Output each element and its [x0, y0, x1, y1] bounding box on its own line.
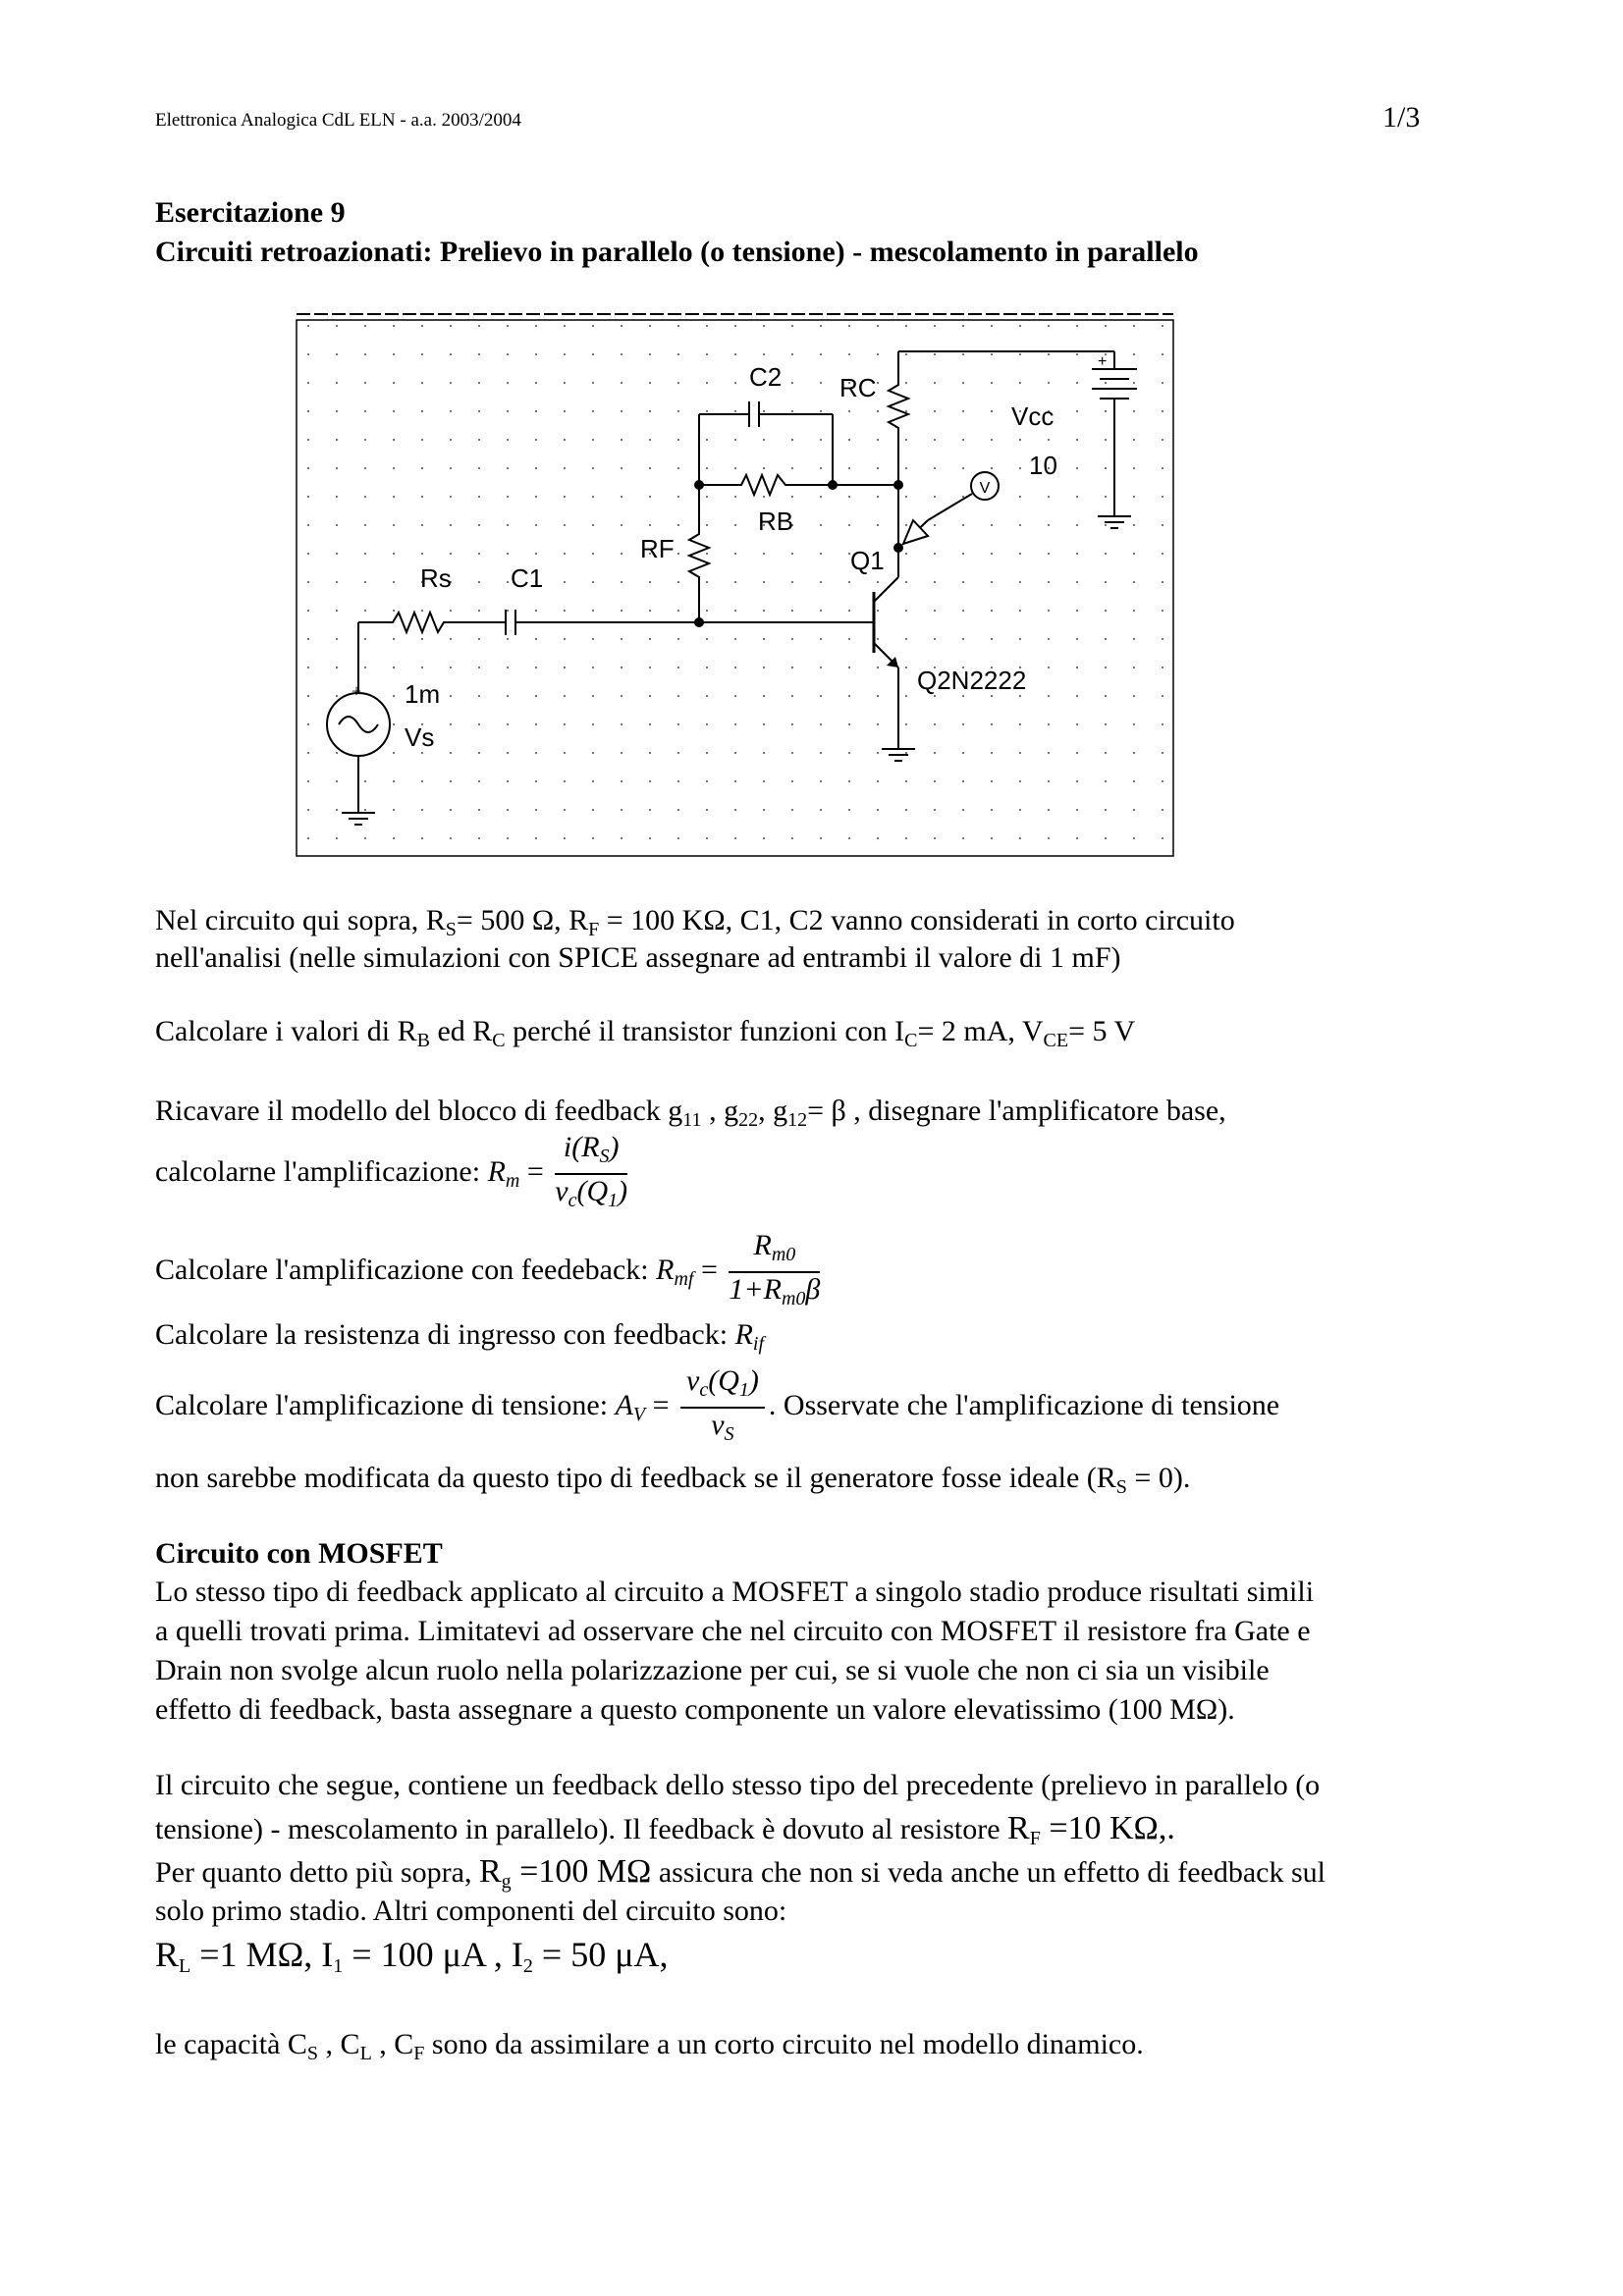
course-header: Elettronica Analogica CdL ELN - a.a. 2003/2004: [155, 110, 521, 131]
exercise-subject: Circuiti retroazionati: Prelievo in parallelo (o tensione) - mescolamento in parallelo: [155, 236, 1199, 268]
paragraph-feedback-model: Ricavare il modello del blocco di feedback $g_{11}$ , $g_{22}$, $g_{12}= \beta$ , disegnare l'amplificatore base,: [155, 1095, 1226, 1131]
paragraph-spice-note: nell'analisi (nelle simulazioni con SPICE assegnare ad entrambi il valore di 1 mF): [155, 941, 1121, 974]
paragraph-circuit-values: Nel circuito qui sopra, $R_S= 500$ Ω, $R_F = 100$ KΩ, C1, C2 vanno considerati in corto circuito: [155, 904, 1235, 940]
capacitors-line: le capacità $C_S$ , $C_L$ , $C_F$ sono da assimilare a un corto circuito nel modello dinamico.: [155, 2028, 1144, 2064]
next-circuit-line-3: Per quanto detto più sopra, $R_g =100$ MΩ assicura che non si veda anche un effetto di feedback sul: [155, 1853, 1326, 1893]
rc-label: RC: [839, 373, 877, 402]
mosfet-line-3: Drain non svolge alcun ruolo nella polarizzazione per cui, se si vuole che non ci sia un visibile: [155, 1654, 1270, 1686]
rs-label: Rs: [420, 563, 452, 593]
paragraph-input-resistance: Calcolare la resistenza di ingresso con feedback: $R_{if}$: [155, 1318, 765, 1355]
next-circuit-line-1: Il circuito che segue, contiene un feedback dello stesso tipo del precedente (prelievo in parallelo (o: [155, 1769, 1321, 1801]
vcc-value-label: 10: [1029, 451, 1057, 480]
rf-label: RF: [640, 534, 675, 563]
vs-amplitude-label: 1m: [405, 679, 441, 709]
vs-label: Vs: [405, 722, 435, 752]
component-values-line: $R_L =1$ MΩ, $I_1 = 100$ μA , $I_2 = 50$ μA,: [155, 1935, 669, 1977]
mosfet-line-1: Lo stesso tipo di feedback applicato al circuito a MOSFET a singolo stadio produce risultati simili: [155, 1575, 1315, 1608]
page-number: 1/3: [1382, 101, 1421, 133]
mosfet-line-4: effetto di feedback, basta assegnare a questo componente un valore elevatissimo (100 MΩ).: [155, 1693, 1235, 1726]
svg-text:+: +: [352, 681, 362, 701]
transistor-model-label: Q2N2222: [917, 666, 1027, 695]
exercise-title: Esercitazione 9: [155, 196, 346, 229]
circuit-schematic: [295, 312, 1178, 862]
meter-label: V: [979, 480, 991, 497]
vcc-label: Vcc: [1011, 401, 1055, 431]
mosfet-line-2: a quelli trovati prima. Limitatevi ad osservare che nel circuito con MOSFET il resistore fra Gate e: [155, 1615, 1311, 1647]
paragraph-ideal-generator: non sarebbe modificata da questo tipo di feedback se il generatore fosse ideale $(R_S = 0)$.: [155, 1462, 1191, 1498]
rb-label: RB: [758, 507, 794, 536]
equation-rm: calcolarne l'amplificazione: $R_m$ = $\frac{i(R_S)}{v_c(Q_1)}$: [155, 1131, 628, 1211]
next-circuit-line-2: tensione) - mescolamento in parallelo). Il feedback è dovuto al resistore $R_F =10$ KΩ,.: [155, 1810, 1175, 1849]
equation-av: Calcolare l'amplificazione di tensione: $A_V$ = $\frac{v_c(Q_1)}{v_S}$ . Osservate che l'amplificazione di tensione: [155, 1364, 1280, 1445]
next-circuit-line-4: solo primo stadio. Altri componenti del circuito sono:: [155, 1895, 787, 1927]
c2-label: C2: [749, 362, 783, 392]
c1-label: C1: [511, 563, 544, 593]
vcc-plus-label: +: [1098, 353, 1108, 370]
mosfet-section-title: Circuito con MOSFET: [155, 1537, 443, 1570]
equation-rmf: Calcolare l'amplificazione con feedeback: $R_{mf}$ = $\frac{R_{m0}}{1+R_{m0}\beta}$: [155, 1229, 821, 1309]
q1-label: Q1: [850, 546, 885, 575]
paragraph-bias-task: Calcolare i valori di $R_B$ ed $R_C$ perché il transistor funzioni con $I_C= 2$ mA, $V_{CE}= 5$ V: [155, 1015, 1136, 1051]
